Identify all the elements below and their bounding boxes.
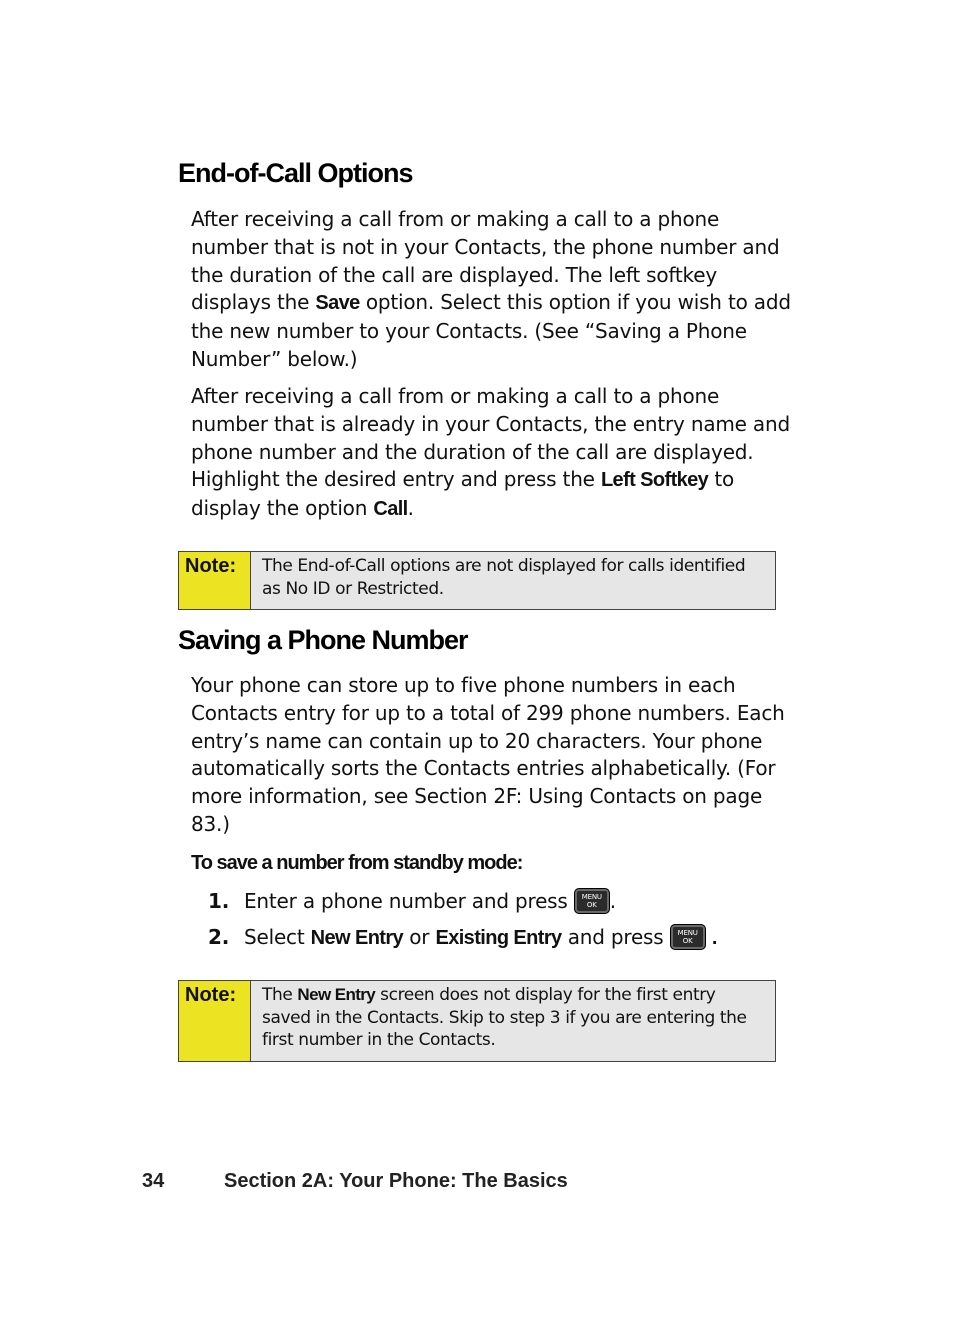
heading-end-of-call-options: End-of-Call Options bbox=[178, 158, 413, 188]
paragraph-in-contacts: After receiving a call from or making a call to a phone number that is already in your Contacts, the entry name and phone number and the duration of the call are displayed. Highlight the desired entry and press the Left Softkey to display the option Call. bbox=[191, 384, 790, 521]
step-1: 1. Enter a phone number and press MENU OK . bbox=[208, 889, 616, 913]
left-softkey-term: Left Softkey bbox=[600, 469, 709, 492]
page-number: 34 bbox=[142, 1170, 165, 1192]
note-label: Note: bbox=[179, 552, 251, 609]
note-label: Note: bbox=[179, 981, 251, 1061]
note-end-of-call bbox=[178, 551, 776, 610]
menu-ok-key-icon: MENU OK bbox=[670, 924, 706, 950]
menu-ok-key-icon: MENU OK bbox=[574, 888, 610, 914]
step-2: 2. Select New Entry or Existing Entry and press MENU OK . bbox=[208, 925, 717, 949]
save-term: Save bbox=[315, 292, 360, 315]
heading-saving-phone-number: Saving a Phone Number bbox=[178, 625, 468, 655]
paragraph-not-in-contacts: After receiving a call from or making a call to a phone number that is not in your Contacts, the phone number and the duration of the call are displayed. The left softkey displays the Save option. Select this option if you wish to add the new number to your Contacts. (See “Saving a Phone Number” below.) bbox=[191, 207, 791, 371]
note-new-entry bbox=[178, 980, 776, 1062]
note-text: The End-of-Call options are not displayed for calls identified as No ID or Restricted. bbox=[262, 556, 746, 599]
procedure-title: To save a number from standby mode: bbox=[191, 852, 523, 874]
paragraph-contacts-capacity: Your phone can store up to five phone numbers in each Contacts entry for up to a total of 299 phone numbers. Each entry’s name can contain up to 20 characters. Your phone automatically sorts the Contacts entries alphabetically. (For more information, see Section 2F: Using Contacts on page 83.) bbox=[191, 673, 785, 836]
note-text: The New Entry screen does not display for the first entry saved in the Contacts. Skip to step 3 if you are entering the first number in the Contacts. bbox=[262, 985, 747, 1050]
footer-section-title: Section 2A: Your Phone: The Basics bbox=[224, 1170, 568, 1192]
call-term: Call bbox=[373, 498, 408, 521]
